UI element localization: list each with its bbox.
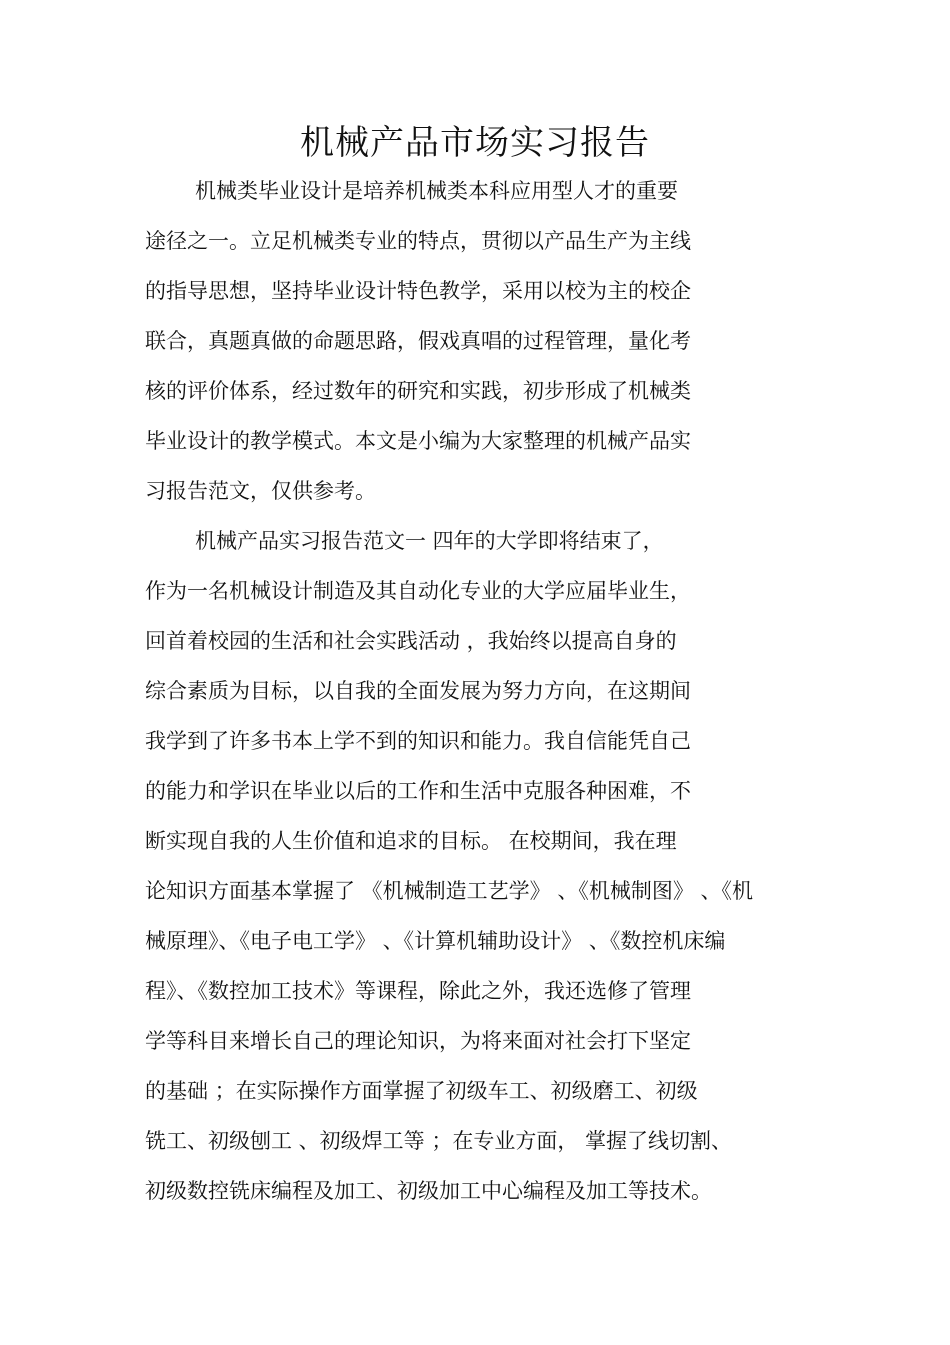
paragraph-line: 铣工、初级刨工 、初级焊工等 ；在专业方面， 掌握了线切割、 <box>145 1129 733 1153</box>
paragraph-line: 的基础 ；在实际操作方面掌握了初级车工、初级磨工、初级 <box>145 1079 698 1103</box>
paragraph-line: 回首着校园的生活和社会实践活动 ，我始终以提高自身的 <box>145 629 677 653</box>
paragraph-line: 械原理》、《电子电工学》 、《计算机辅助设计》 、《数控机床编 <box>145 929 726 953</box>
paragraph-line: 程》、《数控加工技术》等课程，除此之外，我还选修了管理 <box>145 979 691 1003</box>
paragraph-line: 核的评价体系，经过数年的研究和实践，初步形成了机械类 <box>145 379 691 403</box>
paragraph-line: 机械产品实习报告范文一 四年的大学即将结束了， <box>195 529 664 553</box>
paragraph-line: 我学到了许多书本上学不到的知识和能力。我自信能凭自己 <box>145 729 691 753</box>
paragraph-line: 学等科目来增长自己的理论知识，为将来面对社会打下坚定 <box>145 1029 691 1053</box>
paragraph-line: 综合素质为目标，以自我的全面发展为努力方向，在这期间 <box>145 679 691 703</box>
paragraph-line: 的指导思想，坚持毕业设计特色教学，采用以校为主的校企 <box>145 279 691 303</box>
paragraph-line: 断实现自我的人生价值和追求的目标。 在校期间，我在理 <box>145 829 677 853</box>
paragraph-line: 作为一名机械设计制造及其自动化专业的大学应届毕业生， <box>145 579 691 603</box>
paragraph-line: 联合，真题真做的命题思路，假戏真唱的过程管理，量化考 <box>145 329 691 353</box>
paragraph-line: 的能力和学识在毕业以后的工作和生活中克服各种困难，不 <box>145 779 691 803</box>
document-title: 机械产品市场实习报告 <box>300 123 650 163</box>
paragraph-line: 习报告范文，仅供参考。 <box>145 479 376 503</box>
paragraph-line: 途径之一。立足机械类专业的特点，贯彻以产品生产为主线 <box>145 229 691 253</box>
paragraph-line: 论知识方面基本掌握了 《机械制造工艺学》 、《机械制图》 、《机 <box>145 879 754 903</box>
paragraph-line: 初级数控铣床编程及加工、初级加工中心编程及加工等技术。 <box>145 1179 712 1203</box>
paragraph-line: 毕业设计的教学模式。本文是小编为大家整理的机械产品实 <box>145 429 691 453</box>
paragraph-line: 机械类毕业设计是培养机械类本科应用型人才的重要 <box>195 179 678 203</box>
